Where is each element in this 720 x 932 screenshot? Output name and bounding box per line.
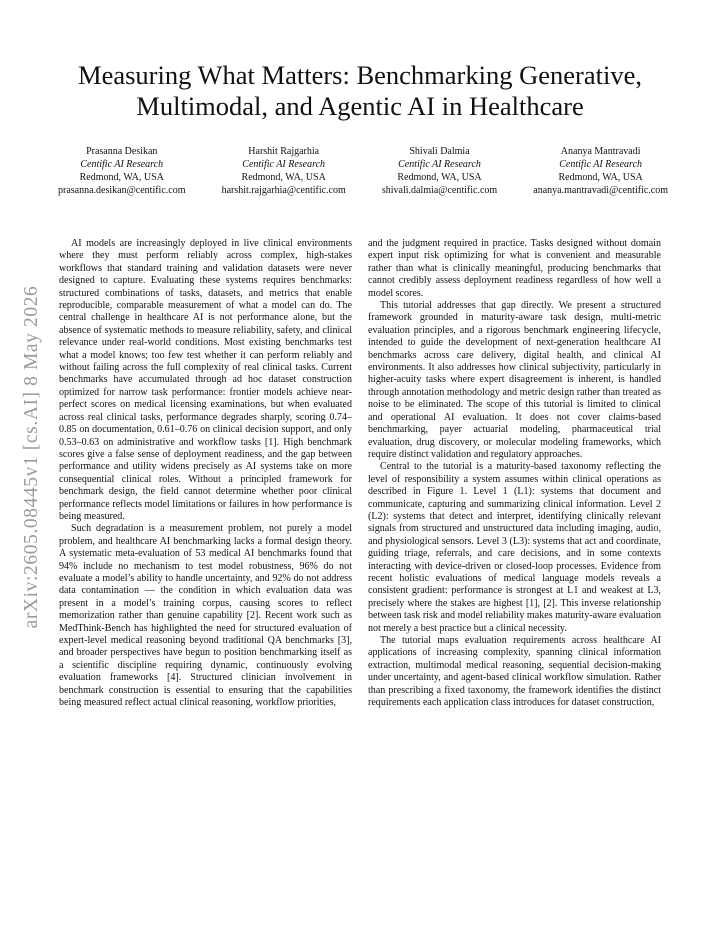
author-name: Prasanna Desikan [86, 146, 158, 157]
author-4 [533, 145, 668, 197]
arxiv-identifier: arXiv:2605.08445v1 [cs.AI] 8 May 2026 [21, 285, 42, 629]
body-paragraph: This tutorial addresses that gap directly. We present a structured framework grounded in maturity-aware task design, multi-metric evaluation principles, and a rigorous benchmark engineering lifecycle, intended to guide the development of next-generation healthcare AI benchmarks across care delivery, digital health, and clinical AI environments. It also addresses how clinical subjectivity, particularly in higher-acuity tasks where expert disagreement is inherent, is handled through annotation methodology and metric design rather than treated as noise to be eliminated. The scope of this tutorial is limited to clinical and operational AI evaluation. It does not cover claims-based benchmarking, payer actuarial modeling, pharmaceutical trial evaluation, drug discovery, or molecular modeling frameworks, which require distinct validation and regulatory approaches. [368, 300, 661, 460]
body-paragraph: AI models are increasingly deployed in live clinical environments where they must perform reliably across complex, high-stakes workflows that standard training and validation datasets were never designed to capture. Evaluating these systems requires benchmarks: structured combinations of tasks, datasets, and metrics that enable reproducible, comparable measurement of what a model can do. The central challenge in healthcare AI is not performance alone, but the absence of systematic methods to measure reliability, safety, and clinical relevance under real-world conditions. Most existing benchmarks test what a model knows; too few test whether it can perform reliably and without failing across the full complexity of real clinical tasks. Current benchmarks have accumulated through ad hoc dataset construction optimized for narrow task performance: frontier models achieve near-perfect scores on medical licensing examinations, but when evaluated across real clinical tasks, performance degrades sharply, scoring 0.74–0.85 on documentation, 0.61–0.76 on clinical decision support, and only 0.53–0.63 on administrative and workflow tasks [1]. High benchmark scores give a false sense of deployment readiness, and the gap between performance and utility widens precisely as AI systems take on more consequential clinical roles. Without a principled framework for benchmark design, the field cannot determine whether poor clinical performance reflects model limitations or failures in how performance is being measured. [59, 238, 352, 522]
author-affiliation: Centific AI Research [398, 159, 481, 170]
author-1 [58, 145, 186, 197]
author-email: prasanna.desikan@centific.com [58, 185, 186, 196]
author-3 [382, 145, 497, 197]
paper-title: Measuring What Matters: Benchmarking Generative, Multimodal, and Agentic AI in Healthcare [78, 60, 642, 121]
author-affiliation: Centific AI Research [242, 159, 326, 170]
author-affiliation: Centific AI Research [80, 159, 164, 170]
author-2 [222, 145, 346, 197]
author-location: Redmond, WA, USA [241, 172, 326, 183]
author-name: Ananya Mantravadi [560, 146, 641, 157]
body-paragraph: and the judgment required in practice. Tasks designed without domain expert input risk optimizing for what is convenient and measurable rather than what is clinically meaningful, producing benchmarks that cannot credibly assess deployment readiness regardless of how well a model scores. [368, 238, 661, 299]
body-paragraph: The tutorial maps evaluation requirements across healthcare AI applications of increasing complexity, spanning clinical information extraction, multimodal medical reasoning, sequential decision-making under uncertainty, and agent-based clinical workflow simulation. Rather than prescribing a fixed taxonomy, the framework identifies the distinct requirements each application class introduces for dataset construction, [368, 635, 661, 709]
author-location: Redmond, WA, USA [79, 172, 164, 183]
author-email: ananya.mantravadi@centific.com [533, 185, 668, 196]
body-paragraph: Such degradation is a measurement problem, not purely a model problem, and healthcare AI benchmarking lacks a formal design theory. A systematic meta-evaluation of 53 medical AI benchmarks found that 94% include no mechanism to test model robustness, 96% do not evaluate a model’s ability to handle uncertainty, and 92% do not address data contamination — the condition in which evaluation data was present in a model’s training corpus, causing scores to reflect memorization rather than genuine capability [2]. Recent work such as MedThink-Bench has highlighted the need for structured evaluation of expert-level medical reasoning beyond traditional QA benchmarks [3], and broader perspectives have begun to position benchmarking itself as a scientific discipline requiring dynamic, continuously evolving evaluation frameworks [4]. Structured clinician involvement in benchmark construction is essential to ensuring that the capabilities being measured reflect actual clinical reasoning, workflow priorities, [59, 523, 352, 709]
body-paragraph: Central to the tutorial is a maturity-based taxonomy reflecting the level of responsibility a system assumes within clinical operations as described in Figure 1. Level 1 (L1): systems that document and communicate, capturing and summarizing clinical information. Level 2 (L2): systems that detect and interpret, identifying clinically relevant signals from structured and unstructured data including imaging, audio, and physiological sensors. Level 3 (L3): systems that act and coordinate, guiding triage, referrals, and care decisions, and in some contexts interacting with device-driven or closed-loop processes. Evidence from recent holistic evaluations of medical language models reveals a consistent gradient: performance is strongest at L1 and weakest at L3, precisely where the stakes are highest [1], [2]. This inverse relationship between task risk and model reliability makes maturity-aware evaluation not merely a best practice but a clinical necessity. [368, 461, 661, 634]
author-block [58, 145, 668, 197]
author-email: harshit.rajgarhia@centific.com [221, 185, 346, 196]
left-column [59, 238, 352, 709]
author-location: Redmond, WA, USA [397, 172, 482, 183]
author-email: shivali.dalmia@centific.com [381, 185, 498, 196]
author-name: Harshit Rajgarhia [248, 146, 320, 157]
author-name: Shivali Dalmia [409, 146, 470, 157]
arxiv-sidebar [8, 247, 56, 667]
right-column [368, 238, 661, 709]
author-affiliation: Centific AI Research [559, 159, 643, 170]
author-location: Redmond, WA, USA [558, 172, 643, 183]
